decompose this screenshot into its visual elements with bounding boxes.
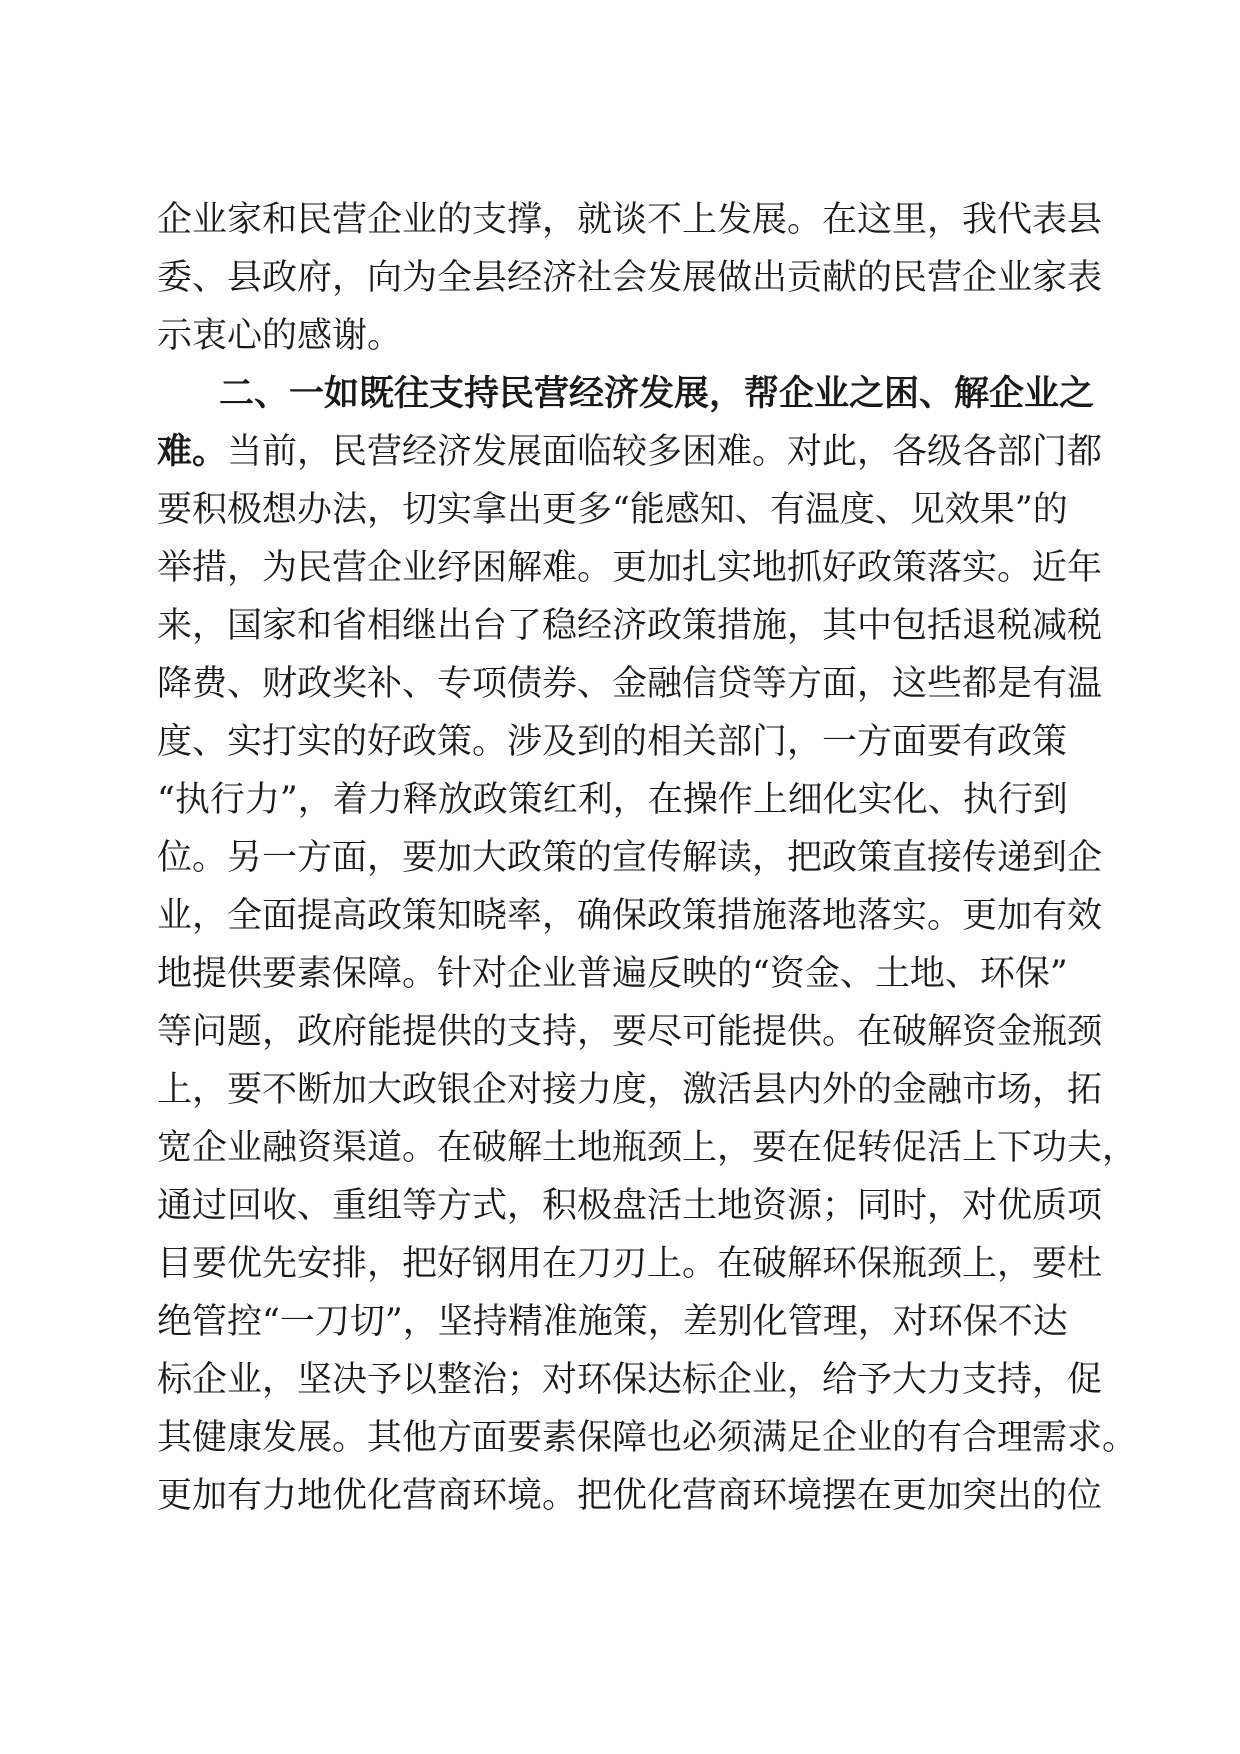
body-text bbox=[157, 191, 1138, 1525]
text-line: 目要优先安排，把好钢用在刀刃上。在破解环保瓶颈上，要杜 bbox=[157, 1244, 1103, 1284]
text-line: 度、实打实的好政策。涉及到的相关部门，一方面要有政策 bbox=[157, 722, 1068, 762]
text-line bbox=[157, 423, 1103, 481]
text-line: 绝管控“一刀切”，坚持精准施策，差别化管理，对环保不达 bbox=[157, 1302, 1068, 1342]
text-line: 其健康发展。其他方面要素保障也必须满足企业的有合理需求。 bbox=[157, 1418, 1138, 1458]
section-heading-line: 二、一如既往支持民营经济发展，帮企业之困、解企业之 bbox=[219, 373, 1095, 414]
text-line: 来，国家和省相继出台了稳经济政策措施，其中包括退税减税 bbox=[157, 606, 1103, 646]
text-line: 上，要不断加大政银企对接力度，激活县内外的金融市场，拓 bbox=[157, 1070, 1103, 1110]
section-heading-tail: 难。 bbox=[157, 431, 228, 472]
text-line: 要积极想办法，切实拿出更多“能感知、有温度、见效果”的 bbox=[157, 490, 1068, 530]
text-line: 更加有力地优化营商环境。把优化营商环境摆在更加突出的位 bbox=[157, 1476, 1103, 1516]
text-line: 企业家和民营企业的支撑，就谈不上发展。在这里，我代表县 bbox=[157, 200, 1103, 240]
text-line: 降费、财政奖补、专项债券、金融信贷等方面，这些都是有温 bbox=[157, 664, 1103, 704]
text-line: 宽企业融资渠道。在破解土地瓶颈上，要在促转促活上下功夫， bbox=[157, 1128, 1138, 1168]
text-line: 委、县政府，向为全县经济社会发展做出贡献的民营企业家表 bbox=[157, 258, 1103, 298]
text-line: 举措，为民营企业纾困解难。更加扎实地抓好政策落实。近年 bbox=[157, 548, 1103, 588]
text-line: 业，全面提高政策知晓率，确保政策措施落地落实。更加有效 bbox=[157, 896, 1103, 936]
text-line: 位。另一方面，要加大政策的宣传解读，把政策直接传递到企 bbox=[157, 838, 1103, 878]
text-line: 示衷心的感谢。 bbox=[157, 316, 403, 356]
paragraph-start: 当前，民营经济发展面临较多困难。对此，各级各部门都 bbox=[227, 432, 1103, 472]
text-line: 等问题，政府能提供的支持，要尽可能提供。在破解资金瓶颈 bbox=[157, 1012, 1103, 1052]
text-line: 地提供要素保障。针对企业普遍反映的“资金、土地、环保” bbox=[157, 954, 1068, 994]
text-line: 标企业，坚决予以整治；对环保达标企业，给予大力支持，促 bbox=[157, 1360, 1103, 1400]
text-line: “执行力”，着力释放政策红利，在操作上细化实化、执行到 bbox=[157, 780, 1068, 820]
text-line: 通过回收、重组等方式，积极盘活土地资源；同时，对优质项 bbox=[157, 1186, 1103, 1226]
